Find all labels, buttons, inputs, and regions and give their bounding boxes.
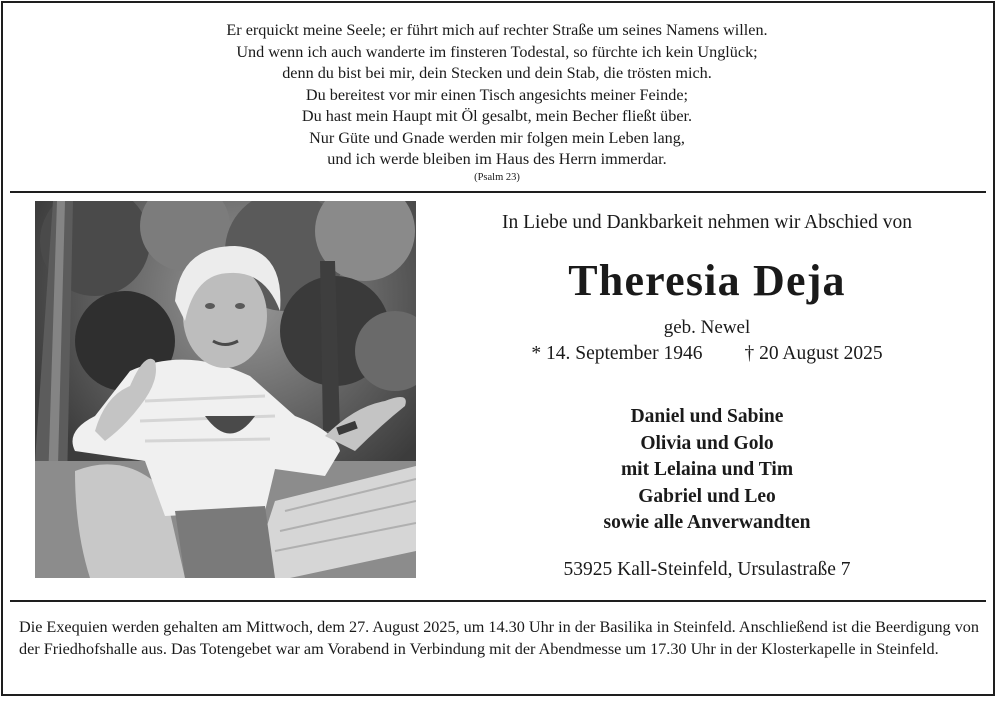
mourner-line: mit Lelaina und Tim: [620, 459, 794, 480]
psalm-line: Du bereitest vor mir einen Tisch angesichts meiner Feinde;: [305, 85, 689, 104]
birth-date: * 14. September 1946: [531, 343, 703, 364]
mourner-line: Gabriel und Leo: [638, 485, 776, 507]
psalm-line: Er erquickt meine Seele; er führt mich auf rechter Straße um seines Namens willen.: [226, 21, 768, 39]
mourner-line: Daniel und Sabine: [630, 406, 784, 427]
psalm-source: (Psalm 23): [474, 171, 520, 183]
psalm-quote: [0, 20, 994, 184]
funeral-notice: Die Exequien werden gehalten am Mittwoch, dem 27. August 2025, um 14.30 Uhr in der Basilika in Steinfeld. Anschließend ist die Beerdigung von der Friedhofshalle aus. Das Totengebet war am Vorabend in Verbindung mit der Abendmesse um 17.30 Uhr in der Klosterkapelle in Steinfeld.: [19, 618, 979, 658]
intro-text: In Liebe und Dankbarkeit nehmen wir Abschied von: [502, 212, 912, 233]
psalm-line: und ich werde bleiben im Haus des Herrn immerdar.: [327, 150, 667, 168]
mourner-address: 53925 Kall-Steinfeld, Ursulastraße 7: [563, 559, 851, 580]
psalm-line: Du hast mein Haupt mit Öl gesalbt, mein Becher fließt über.: [301, 107, 693, 125]
portrait-photo: [35, 201, 416, 578]
psalm-line: Nur Güte und Gnade werden mir folgen mein Leben lang,: [309, 128, 685, 147]
mourner-line: sowie alle Anverwandten: [603, 512, 811, 533]
psalm-line: denn du bist bei mir, dein Stecken und dein Stab, die trösten mich.: [282, 64, 712, 82]
maiden-name: geb. Newel: [663, 317, 751, 338]
psalm-line: Und wenn ich auch wanderte im finsteren Todestal, so fürchte ich kein Unglück;: [236, 42, 758, 61]
divider-top: [10, 191, 986, 193]
mourner-line: Olivia und Golo: [640, 432, 774, 454]
divider-bottom: [10, 600, 986, 602]
death-date: † 20 August 2025: [744, 343, 883, 364]
mourners-list: [428, 404, 986, 537]
deceased-name: Theresia Deja: [568, 256, 846, 305]
life-dates: [428, 343, 986, 365]
